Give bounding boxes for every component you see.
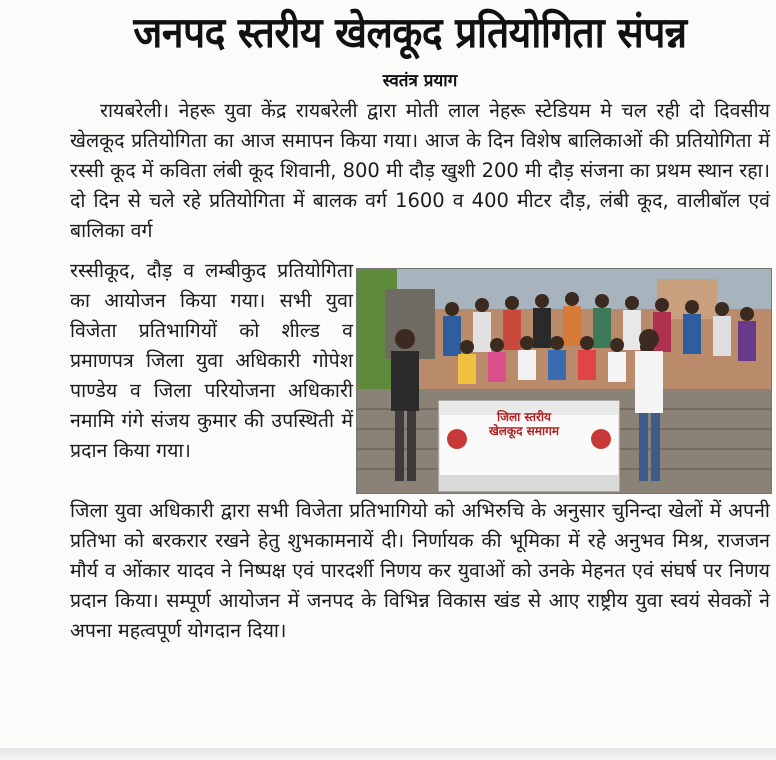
- event-photo: [356, 268, 772, 494]
- article-closing-paragraph: जिला युवा अधिकारी द्वारा सभी विजेता प्रतिभागियो को अभिरुचि के अनुसार चुनिन्दा खेलों में अपनी प्रतिभा को बरकरार रखने हेतु शुभकामनायें दी। निर्णायक की भूमिका में रहे अनुभव मिश्र, राजजन मौर्य व ओंकार यादव ने निष्पक्ष एवं पारदर्शी निणय कर युवाओं को उनके मेहनत एवं संघर्ष पर निणय प्रदान किया। सम्पूर्ण आयोजन में जनपद के विभिन्न विकास खंड से आए राष्ट्रीय युवा स्वयं सेवकों ने अपना महत्वपूर्ण योगदान दिया।: [70, 499, 770, 642]
- photo-banner-line1: जिला स्तरीय: [497, 410, 551, 424]
- article-wrapped-paragraph: रस्सीकूद, दौड़ व लम्बीकुद प्रतियोगिता का आयोजन किया गया। सभी युवा विजेता प्रतिभागियों को शील्ड व प्रमाणपत्र जिला युवा अधिकारी गोपेश पाण्डेय व जिला परियोजना अधिकारी नमामि गंगे संजय कुमार की उपस्थिती में प्रदान किया गया।: [70, 259, 353, 462]
- photo-banner-text: [474, 410, 574, 438]
- group-photo-illustration: [357, 269, 771, 493]
- screen-bottom-edge: [0, 748, 776, 760]
- photo-banner-line2: खेलकूद समागम: [488, 424, 560, 438]
- article-headline: जनपद स्तरीय खेलकूद प्रतियोगिता संपन्न: [133, 9, 687, 59]
- article-lead-paragraph: रायबरेली। नेहरू युवा केंद्र रायबरेली द्वारा मोती लाल नेहरू स्टेडियम मे चल रही दो दिवसीय खेलकूद प्रतियोगिता का आज समापन किया गया। आज के दिन विशेष बालिकाओं की प्रतियोगिता में रस्सी कूद में कविता लंबी कूद शिवानी, 800 मी दौड़ खुशी 200 मी दौड़ संजना का प्रथम स्थान रहा। दो दिन से चले रहे प्रतियोगिता में बालक वर्ग 1600 व 400 मीटर दौड़, लंबी कूद, वालीबॉल एवं बालिका वर्ग: [70, 99, 770, 242]
- article-dateline: स्वतंत्र प्रयाग: [382, 71, 458, 91]
